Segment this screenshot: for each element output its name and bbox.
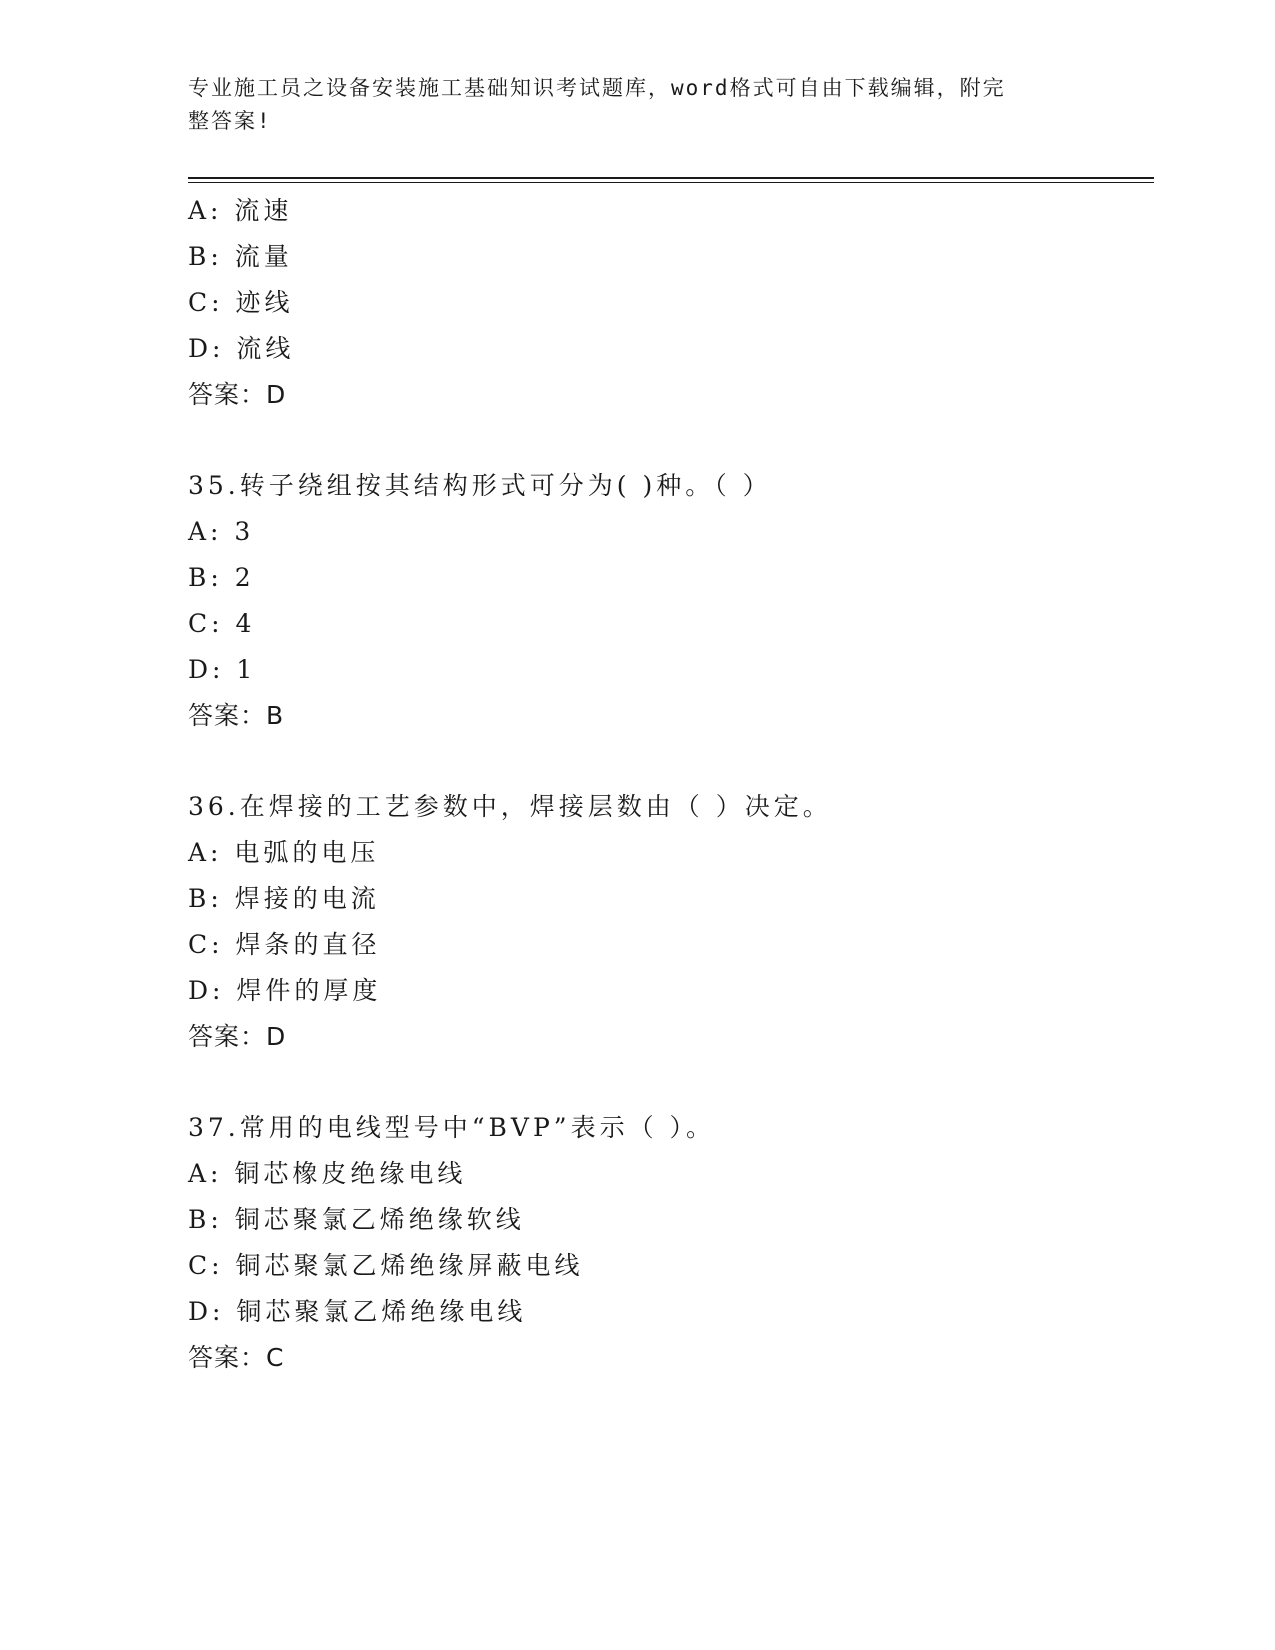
option-a: A: 电弧的电压 (188, 838, 380, 867)
option-d: D: 铜芯聚氯乙烯绝缘电线 (188, 1297, 527, 1326)
option-b: B: 流量 (188, 242, 293, 271)
option-a: A: 铜芯橡皮绝缘电线 (188, 1159, 467, 1188)
option-c: C: 铜芯聚氯乙烯绝缘屏蔽电线 (188, 1251, 584, 1280)
block-spacer (188, 418, 1148, 463)
header-line-2: 整答案! (188, 109, 272, 133)
header-divider-thin (188, 182, 1154, 183)
answer-line: 答案：C (188, 1343, 285, 1372)
question-list (188, 188, 1148, 1381)
answer-line: 答案：D (188, 1022, 287, 1051)
option-a: A: 流速 (188, 196, 293, 225)
option-b: B: 2 (188, 563, 255, 592)
answer-line: 答案：B (188, 701, 285, 730)
option-c: C: 4 (188, 609, 256, 638)
option-d: D: 焊件的厚度 (188, 976, 382, 1005)
question-block (188, 1105, 1148, 1381)
option-c: C: 迹线 (188, 288, 294, 317)
question-text: 36.在焊接的工艺参数中，焊接层数由（ ）决定。 (188, 792, 832, 821)
header-line-1: 专业施工员之设备安装施工基础知识考试题库，word格式可自由下载编辑，附完 (188, 76, 1006, 100)
option-b: B: 铜芯聚氯乙烯绝缘软线 (188, 1205, 525, 1234)
block-spacer (188, 739, 1148, 784)
option-d: D: 流线 (188, 334, 295, 363)
question-block (188, 784, 1148, 1060)
answer-line: 答案：D (188, 380, 287, 409)
question-text: 35.转子绕组按其结构形式可分为( )种。（ ） (188, 471, 772, 500)
block-spacer (188, 1060, 1148, 1105)
option-d: D: 1 (188, 655, 257, 684)
question-block (188, 463, 1148, 739)
document-header (188, 72, 1068, 138)
question-block (188, 188, 1148, 418)
question-text: 37.常用的电线型号中“BVP”表示（ ）。 (188, 1113, 716, 1142)
option-c: C: 焊条的直径 (188, 930, 381, 959)
header-divider-thick (188, 177, 1154, 179)
option-a: A: 3 (188, 517, 255, 546)
option-b: B: 焊接的电流 (188, 884, 380, 913)
